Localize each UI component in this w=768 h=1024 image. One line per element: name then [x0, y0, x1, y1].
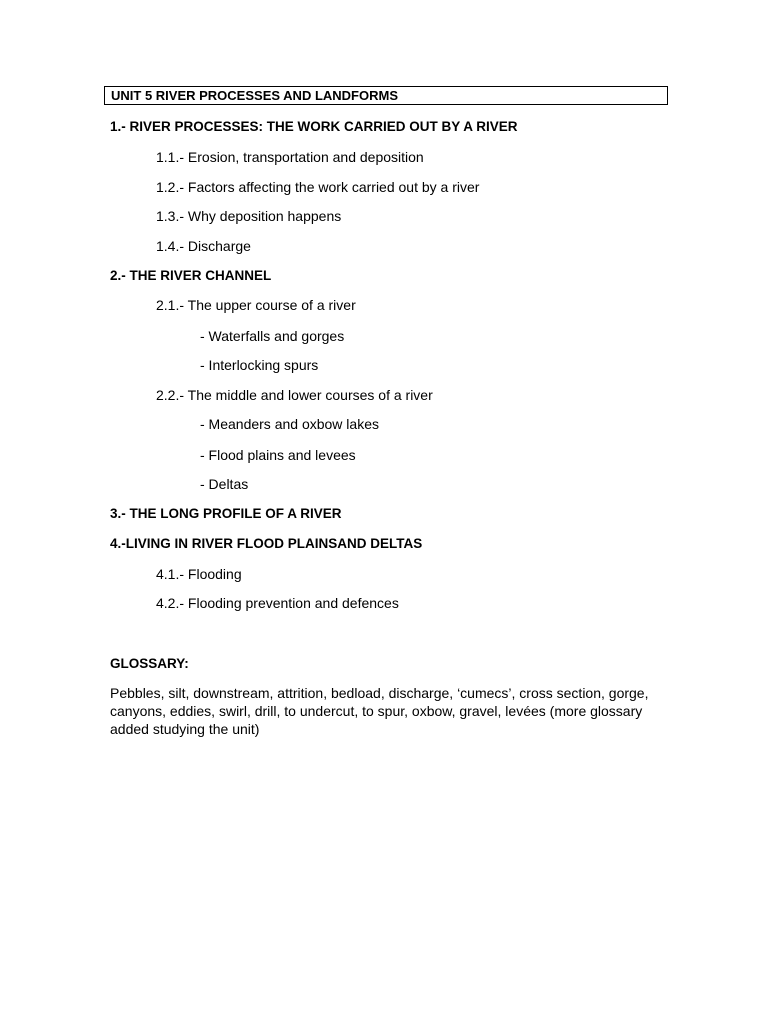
subsection-item: 4.2.- Flooding prevention and defences [156, 595, 399, 611]
subsection-item: 2.1.- The upper course of a river [156, 297, 356, 313]
topic-item: - Waterfalls and gorges [200, 328, 345, 344]
subsection-item: 4.1.- Flooding [156, 566, 242, 582]
subsection-item: 1.1.- Erosion, transportation and deposition [156, 149, 424, 165]
glossary-terms: Pebbles, silt, downstream, attrition, bedload, discharge, ‘cumecs’, cross section, gorge, canyons, eddies, swirl, drill, to undercut, to spur, oxbow, gravel, levées (more glossary added studying the unit) [110, 685, 649, 737]
section-heading: 3.- THE LONG PROFILE OF A RIVER [110, 506, 342, 521]
topic-item: - Deltas [200, 476, 249, 492]
section-heading: 4.-LIVING IN RIVER FLOOD PLAINSAND DELTAS [110, 536, 423, 551]
subsection-item: 2.2.- The middle and lower courses of a river [156, 387, 433, 403]
subsection-item: 1.2.- Factors affecting the work carried out by a river [156, 179, 480, 195]
subsection-item: 1.3.- Why deposition happens [156, 208, 342, 224]
topic-item: - Interlocking spurs [200, 357, 319, 373]
subsection-item: 1.4.- Discharge [156, 238, 251, 254]
section-heading: 2.- THE RIVER CHANNEL [110, 268, 272, 283]
topic-item: - Flood plains and levees [200, 447, 356, 463]
topic-item: - Meanders and oxbow lakes [200, 416, 379, 432]
unit-title: UNIT 5 RIVER PROCESSES AND LANDFORMS [104, 86, 668, 105]
section-heading: 1.- RIVER PROCESSES: THE WORK CARRIED OUT BY A RIVER [110, 119, 518, 134]
glossary-heading: GLOSSARY: [110, 656, 189, 671]
